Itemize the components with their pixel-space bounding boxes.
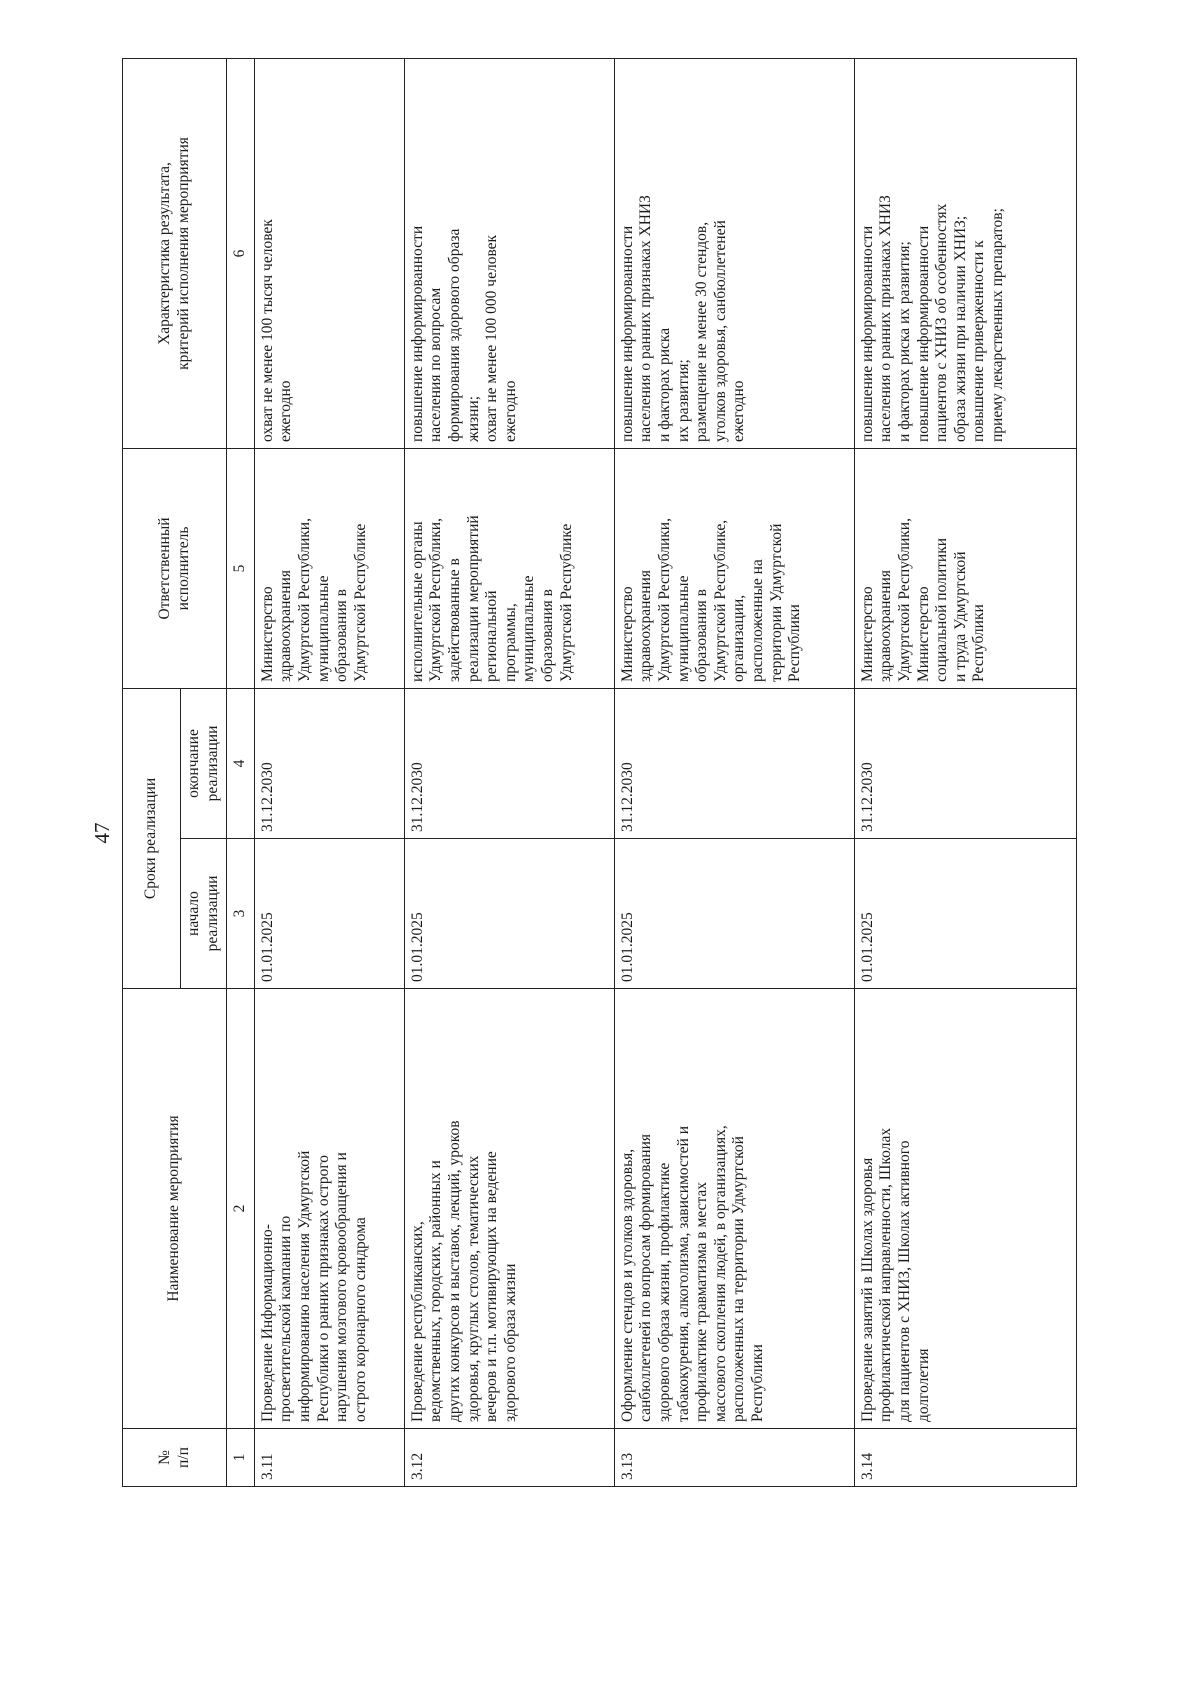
column-number: 2 bbox=[227, 989, 255, 1429]
row-result: повышение информированности населения по вопросам формирования здорового образа жизни; охват не менее 100 000 человек ежегодно bbox=[404, 58, 614, 448]
row-name: Проведение занятий в Школах здоровья профилактической направленности, Школах для пациентов с ХНИЗ, Школах активного долголетия bbox=[854, 989, 1076, 1429]
row-executor: Министерство здравоохранения Удмуртской Республики, Министерство социальной политики и труда Удмуртской Республики bbox=[854, 448, 1076, 688]
header-result: Характеристика результата, критерий исполнения мероприятия bbox=[123, 58, 227, 448]
row-name: Проведение Информационно- просветительской кампании по информированию населения Удмуртской Республики о ранних признаках острого нарушения мозгового кровообращения и острого коронарного синдрома bbox=[254, 989, 404, 1429]
row-start: 01.01.2025 bbox=[404, 839, 614, 989]
column-number-row bbox=[227, 58, 255, 1486]
header-start: начало реализации bbox=[181, 839, 227, 989]
row-start: 01.01.2025 bbox=[614, 839, 854, 989]
header-name: Наименование мероприятия bbox=[123, 989, 227, 1429]
header-row-1 bbox=[123, 58, 181, 1486]
header-terms: Сроки реализации bbox=[123, 688, 181, 988]
column-number: 4 bbox=[227, 688, 255, 838]
row-end: 31.12.2030 bbox=[854, 688, 1076, 838]
row-start: 01.01.2025 bbox=[854, 839, 1076, 989]
row-executor: Министерство здравоохранения Удмуртской Республики, муниципальные образования в Удмуртской Республике bbox=[254, 448, 404, 688]
row-number: 3.14 bbox=[854, 1429, 1076, 1487]
table-row bbox=[404, 58, 614, 1486]
row-number: 3.11 bbox=[254, 1429, 404, 1487]
row-result: повышение информированности населения о ранних признаках ХНИЗ и факторах риска их развития; размещение не менее 30 стендов, уголков здоровья, санбюллетеней ежегодно bbox=[614, 58, 854, 448]
column-number: 1 bbox=[227, 1429, 255, 1487]
row-executor: исполнительные органы Удмуртской Республики, задействованные в реализации мероприятий региональной программы, муниципальные образования в Удмуртской Республике bbox=[404, 448, 614, 688]
header-executor: Ответственный исполнитель bbox=[123, 448, 227, 688]
table-row bbox=[854, 58, 1076, 1486]
header-end: окончание реализации bbox=[181, 688, 227, 838]
table-row bbox=[254, 58, 404, 1486]
column-number: 6 bbox=[227, 58, 255, 448]
row-number: 3.13 bbox=[614, 1429, 854, 1487]
rotated-table-page bbox=[122, 59, 1077, 1487]
row-end: 31.12.2030 bbox=[254, 688, 404, 838]
row-start: 01.01.2025 bbox=[254, 839, 404, 989]
row-name: Оформление стендов и уголков здоровья, санбюллетеней по вопросам формирования здорового образа жизни, профилактике табакокурения, алкоголизма, зависимостей и профилактике травматизма в местах массового скопления людей, в организациях, расположенных на территории Удмуртской Республики bbox=[614, 989, 854, 1429]
row-name: Проведение республиканских, ведомственных, городских, районных и других конкурсов и выставок, лекций, уроков здоровья, круглых столов, тематических вечеров и т.п. мотивирующих на ведение здорового образа жизни bbox=[404, 989, 614, 1429]
row-number: 3.12 bbox=[404, 1429, 614, 1487]
row-end: 31.12.2030 bbox=[404, 688, 614, 838]
table-row bbox=[614, 58, 854, 1486]
column-number: 5 bbox=[227, 448, 255, 688]
row-result: охват не менее 100 тысяч человек ежегодно bbox=[254, 58, 404, 448]
row-executor: Министерство здравоохранения Удмуртской Республики, муниципальные образования в Удмуртской Республике, организации, расположенные на территории Удмуртской Республики bbox=[614, 448, 854, 688]
column-number: 3 bbox=[227, 839, 255, 989]
page-number: 47 bbox=[90, 822, 114, 844]
row-result: повышение информированности населения о ранних признаках ХНИЗ и факторах риска их развития; повышение информированности пациентов с ХНИЗ об особенностях образа жизни при наличии ХНИЗ; повышение приверженности к приему лекарственных препаратов; bbox=[854, 58, 1076, 448]
row-end: 31.12.2030 bbox=[614, 688, 854, 838]
header-no: № п/п bbox=[123, 1429, 227, 1487]
measures-table bbox=[122, 58, 1077, 1487]
